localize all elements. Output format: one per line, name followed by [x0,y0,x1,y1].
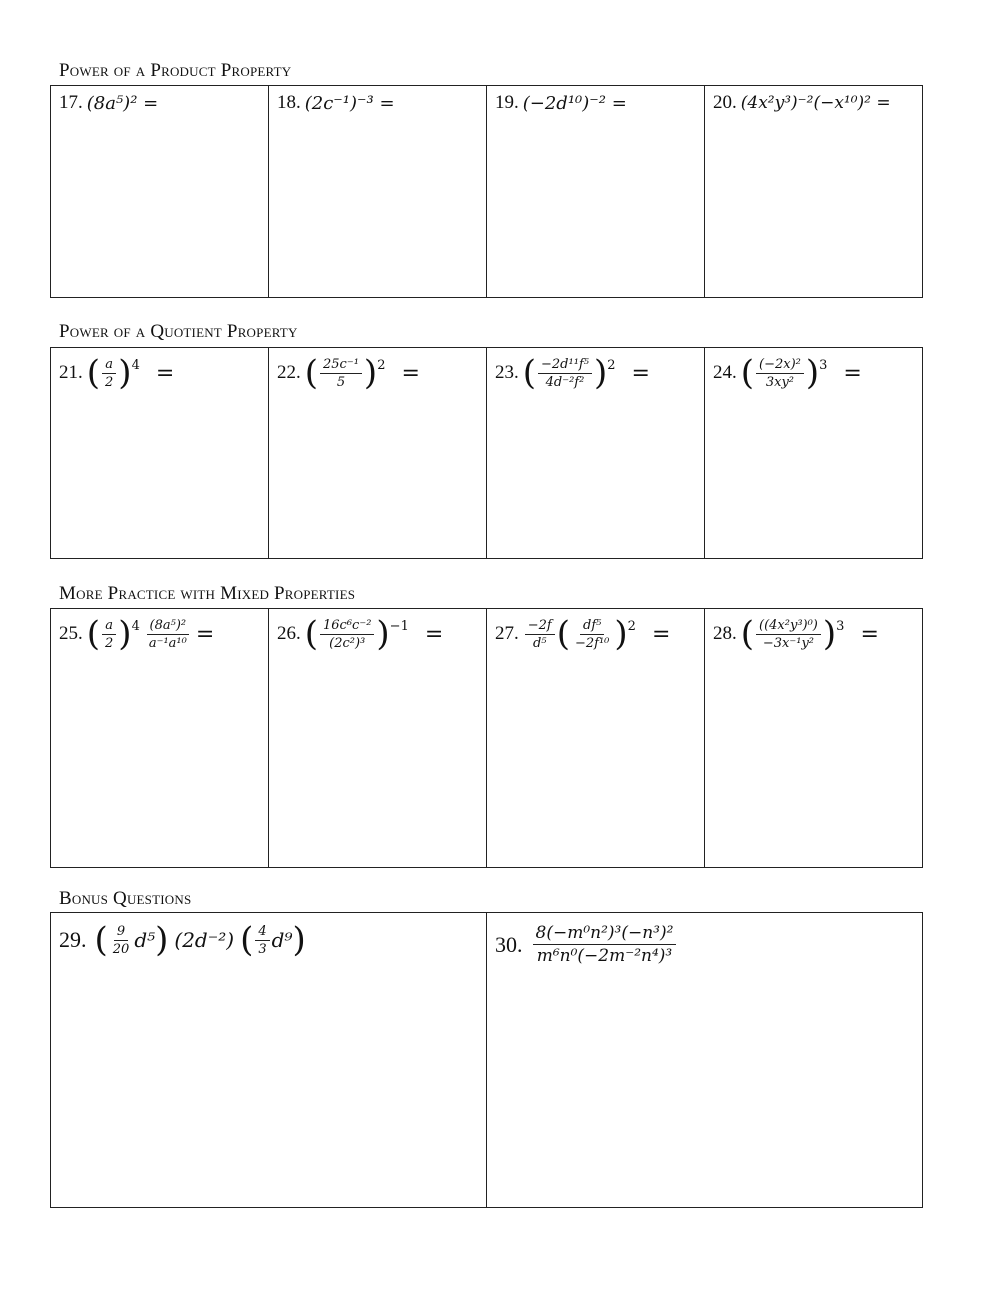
problem-29: 29. ( $\frac{9}{20}$ d⁵ ) (2d⁻²) ( $\frac{4}{3}$ d⁹ ) [51,913,487,1207]
fraction: $\frac{\text{df⁵}}{\text{−2f¹⁰}}$ [575,617,610,651]
problem-number: 22. [277,362,301,383]
problem-number: 17. [59,92,83,113]
problem-expression: (2c⁻¹)⁻³ = [304,92,395,114]
problem-expression: (4x²y³)⁻²(−x¹⁰)² = [740,93,891,113]
problem-number: 28. [713,623,737,644]
problem-number: 26. [277,623,301,644]
problem-30 [487,913,922,1207]
fraction: $\frac{a}{2}$ [102,357,116,390]
fraction: $\frac{\text{8(−m⁰n²)³(−n³)²}}{\text{m⁶n⁰(−2m⁻²n⁴)³}}$ [533,923,677,966]
problem-27: 27. $\frac{-2f}{\text{d⁵}}$ ( $\frac{\text{df⁵}}{\text{−2f¹⁰}}$ ) 2 = [487,609,705,867]
section-title-bonus: Bonus Questions [59,888,192,909]
problem-18 [269,86,487,297]
problem-number: 20. [713,92,737,113]
problem-number: 19. [495,92,519,113]
fraction: $\frac{\text{16c⁶c⁻²}}{\text{(2c²)³}}$ [320,618,374,651]
problem-22: 22. ( $\frac{\text{25c⁻¹}}{5}$ ) 2 = [269,348,487,558]
problem-number: 27. [495,623,519,644]
problem-17 [51,86,269,297]
fraction: $\frac{-2f}{\text{d⁵}}$ [525,618,555,651]
problem-23: 23. ( $\frac{\text{−2d¹¹f⁵}}{\text{4d⁻²f²}}$ ) 2 = [487,348,705,558]
problem-28: 28. ( $\frac{\text{((4x²y³)⁰)}}{\text{−3x⁻¹y²}}$ ) 3 = [713,614,879,654]
problem-25: 25. ( $\frac{a}{2}$ ) 4 $\frac{\text{(8a⁵)²}}{\text{a⁻¹a¹⁰}}$ = [51,609,269,867]
bonus-grid [50,912,923,1208]
fraction: $\frac{\text{−2d¹¹f⁵}}{\text{4d⁻²f²}}$ [538,357,592,390]
section-title-product: Power of a Product Property [59,60,292,81]
problem-26: 26. ( $\frac{\text{16c⁶c⁻²}}{\text{(2c²)³}}$ ) −1 = [269,609,487,867]
problem-number: 18. [277,92,301,113]
fraction: $\frac{9}{20}$ [112,923,130,957]
problem-21: 21. ( $\frac{a}{2}$ ) 4 = [51,348,269,558]
problem-19 [487,86,705,297]
problem-number: 24. [713,362,737,383]
section-title-mixed: More Practice with Mixed Properties [59,583,356,604]
mixed-grid [50,608,923,868]
product-grid [50,85,923,298]
problem-number: 29. [59,927,87,952]
problem-expression: (8a⁵)² = [86,92,159,114]
quotient-grid [50,347,923,559]
problem-number: 23. [495,362,519,383]
problem-20 [705,86,922,297]
section-title-quotient: Power of a Quotient Property [59,321,298,342]
fraction: $\frac{\text{25c⁻¹}}{5}$ [320,357,362,390]
problem-number: 30. [495,931,523,957]
problem-expression: (−2d¹⁰)⁻² = [522,92,627,114]
fraction: $\frac{\text{(−2x)²}}{\text{3xy²}}$ [756,357,804,390]
problem-number: 21. [59,362,83,383]
fraction: $\frac{\text{((4x²y³)⁰)}}{\text{−3x⁻¹y²}}$ [756,618,821,651]
fraction: $\frac{4}{3}$ [255,924,269,957]
problem-24: 24. ( $\frac{\text{(−2x)²}}{\text{3xy²}}$ ) 3 = [713,353,862,393]
fraction: $\frac{\text{(8a⁵)²}}{\text{a⁻¹a¹⁰}}$ [146,618,190,651]
fraction: $\frac{a}{2}$ [102,618,116,651]
problem-number: 25. [59,623,83,644]
